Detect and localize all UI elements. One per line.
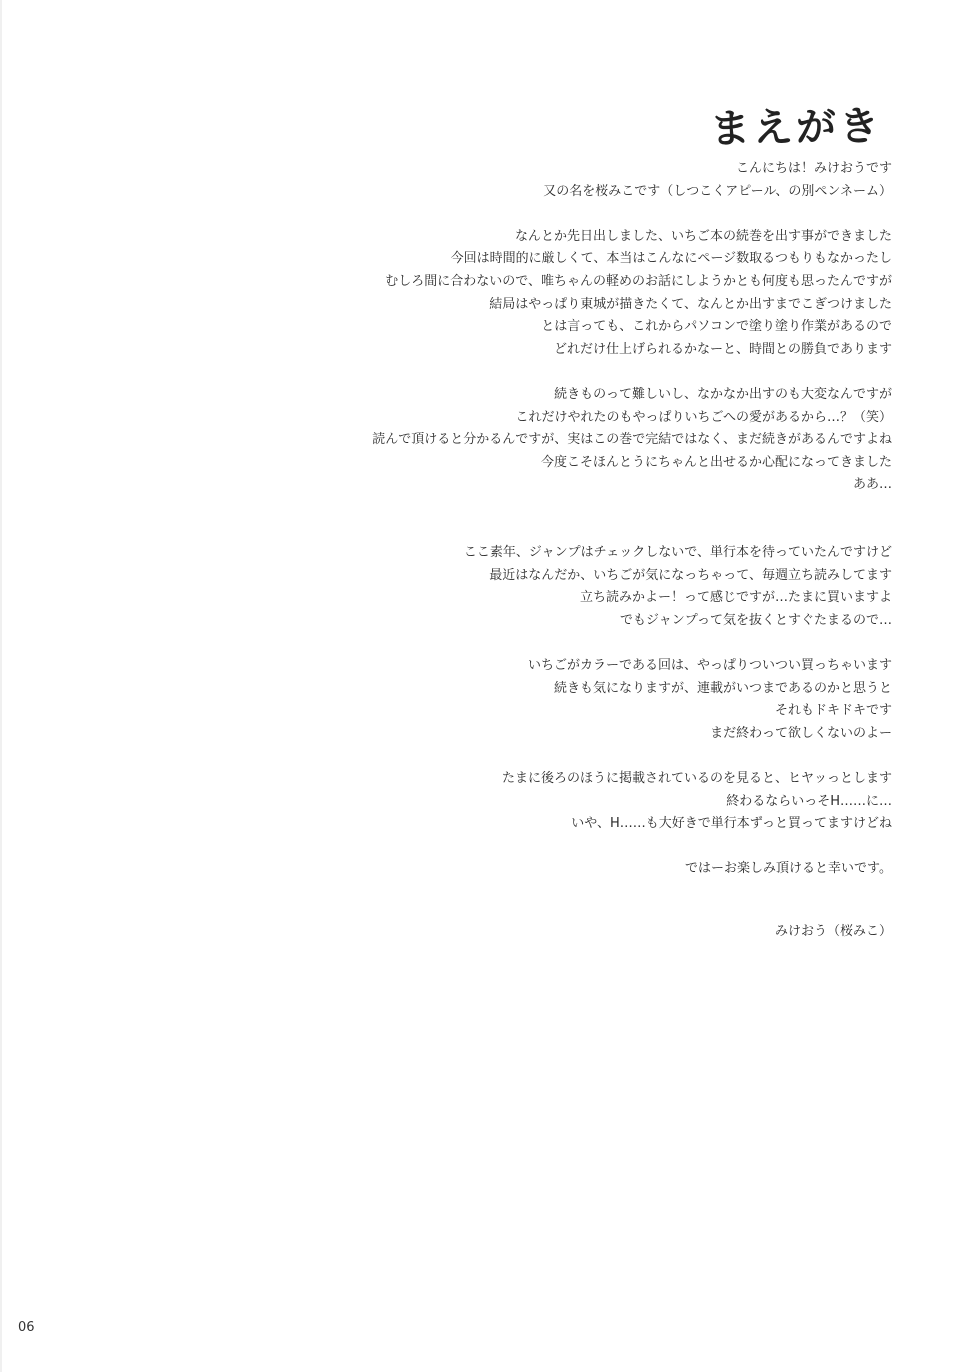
text-line: どれだけ仕上げられるかなーと、時間との勝負であります	[553, 341, 892, 357]
page-title: まえがき	[709, 103, 883, 153]
signature: みけおう（桜みこ）	[774, 924, 892, 939]
text-line: それもドキドキです	[774, 703, 892, 719]
text-line: 終わるならいっそH……に…	[726, 793, 892, 809]
text-line: 今度こそほんとうにちゃんと出せるか心配になってきました	[540, 454, 892, 470]
page-number: 06	[18, 1320, 35, 1335]
text-line: 続きも気になりますが、連載がいつまであるのかと思うと	[553, 680, 892, 696]
text-line: 又の名を桜みこです（しつこくアピール、の別ペンネーム）	[543, 183, 892, 199]
text-line: ここ素年、ジャンプはチェックしないで、単行本を待っていたんですけど	[463, 545, 892, 561]
text-line: 読んで頂けると分かるんですが、実はこの巻で完結ではなく、まだ続きがあるんですよね	[372, 432, 892, 448]
text-line: なんとか先日出しました、いちご本の続巻を出す事ができました	[514, 228, 892, 244]
text-line: 立ち読みかよー！って感じですが…たまに買いますよ	[579, 590, 892, 606]
text-line: むしろ間に合わないので、唯ちゃんの軽めのお話にしようかとも何度も思ったんですが	[385, 273, 892, 289]
text-line: いや、H……も大好きで単行本ずっと買ってますけどね	[571, 816, 892, 832]
foreword-text	[292, 158, 892, 944]
text-line: まだ終わって欲しくないのよー	[710, 725, 892, 741]
text-line: 続きものって難しいし、なかなか出すのも大変なんですが	[554, 386, 892, 402]
text-line: 最近はなんだか、いちごが気になっちゃって、毎週立ち読みしてます	[489, 567, 892, 583]
text-line: たまに後ろのほうに掲載されているのを見ると、ヒヤッっとします	[501, 771, 892, 787]
text-line: でもジャンプって気を抜くとすぐたまるので…	[620, 612, 892, 628]
text-line: いちごがカラーである回は、やっぱりついつい買っちゃいます	[527, 658, 892, 674]
text-line: ではーお楽しみ頂けると幸いです。	[685, 861, 892, 877]
text-line: 結局はやっぱり東城が描きたくて、なんとか出すまでこぎつけました	[489, 296, 892, 312]
text-line: ああ…	[852, 477, 892, 493]
text-line: 今回は時間的に厳しくて、本当はこんなにページ数取るつもりもなかったし	[450, 251, 892, 267]
text-line: これだけやれたのもやっぱりいちごへの愛があるから…？（笑）	[515, 409, 892, 425]
text-line: とは言っても、これからパソコンで塗り塗り作業があるので	[541, 319, 892, 335]
page-edge	[0, 0, 2, 1372]
text-line: こんにちは！みけおうです	[735, 161, 892, 176]
